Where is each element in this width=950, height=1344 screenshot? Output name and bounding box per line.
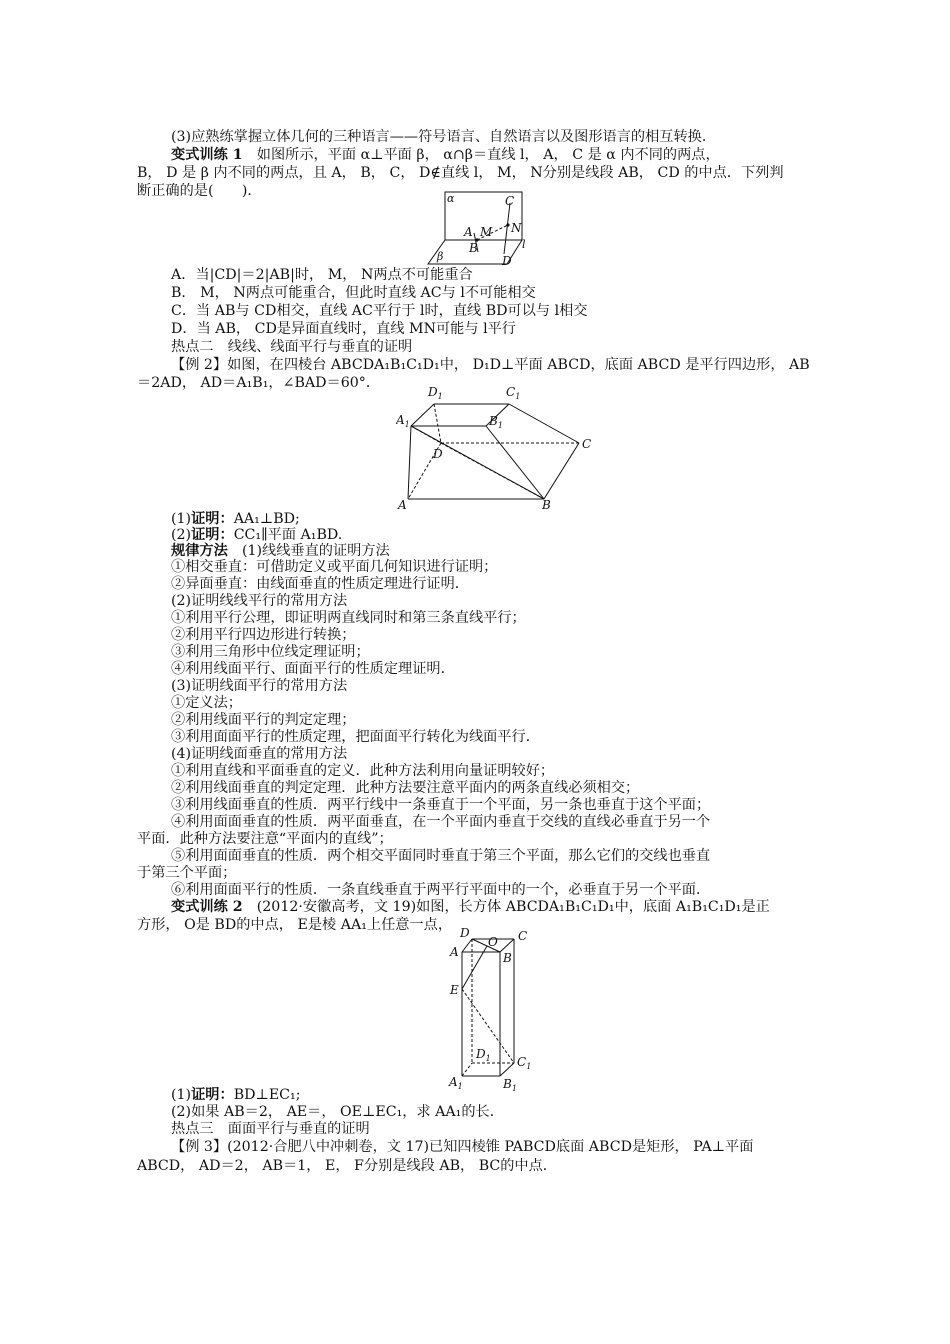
point-b1-label: $B_1$ bbox=[489, 414, 503, 430]
exercise-1-heading bbox=[171, 146, 861, 164]
text-line: ①相交垂直：可借助定义或平面几何知识进行证明； bbox=[171, 559, 498, 575]
point-o-label: O bbox=[488, 935, 498, 949]
point-a1-label: $A_1$ bbox=[396, 413, 410, 429]
text-line: ⑤利用面面垂直的性质．两个相交平面同时垂直于第三个平面，那么它们的交线也垂直 bbox=[171, 848, 711, 864]
text-line: ②利用线面平行的判定定理； bbox=[171, 712, 356, 728]
point-d1-label: $D_1$ bbox=[428, 385, 443, 401]
text-line: B， D 是 β 内不同的两点，且 A， B， C， D∉直线 l， M， N分别是线段 AB， CD 的中点．下列判 bbox=[137, 165, 784, 181]
point-b1-label: $B_1$ bbox=[503, 1077, 517, 1093]
figure-frustum bbox=[396, 378, 596, 513]
exercise-2-heading: 变式训练 2 (2012·安徽高考，文 19)如图，长方体 ABCDA₁B₁C₁D₁中，底面 A₁B₁C₁D₁是正 bbox=[171, 899, 770, 915]
point-b-label: B bbox=[503, 951, 512, 965]
text-line: ①利用直线和平面垂直的定义．此种方法利用向量证明较好； bbox=[171, 763, 555, 779]
point-m-label: M bbox=[480, 225, 493, 239]
beta-label: β bbox=[437, 250, 444, 263]
option-c: C．当 AB与 CD相交，直线 AC平行于 l时，直线 BD可以与 l相交 bbox=[171, 303, 588, 319]
option-b: B． M， N两点可能重合，但此时直线 AC与 l不可能相交 bbox=[171, 285, 536, 301]
figure-perpendicular-planes bbox=[420, 188, 540, 268]
text-line: (2)证明线线平行的常用方法 bbox=[171, 593, 348, 609]
text-line: (3)应熟练掌握立体几何的三种语言——符号语言、自然语言以及图形语言的相互转换． bbox=[171, 129, 717, 145]
point-a-label: A bbox=[464, 225, 473, 239]
text-line: ①定义法； bbox=[171, 695, 242, 711]
proof-1: (1)证明：AA₁⊥BD; bbox=[171, 511, 300, 527]
alpha-label: α bbox=[447, 192, 455, 205]
text-line: ＝2AD， AD＝A₁B₁，∠BAD＝60°． bbox=[137, 375, 381, 391]
text-line: 于第三个平面； bbox=[137, 865, 237, 881]
text-line: ③利用线面垂直的性质．两平行线中一条垂直于一个平面，另一条也垂直于这个平面； bbox=[171, 797, 711, 813]
proof-3: (1)证明：BD⊥EC₁; bbox=[171, 1087, 301, 1103]
text-line: ②利用线面垂直的判定定理．此种方法要注意平面内的两条直线必须相交； bbox=[171, 780, 640, 796]
section-heading-2: 热点二 线线、线面平行与垂直的证明 bbox=[171, 339, 413, 355]
point-c-label: C bbox=[505, 194, 515, 208]
l-label: l bbox=[522, 238, 526, 251]
point-a1-label: $A_1$ bbox=[449, 1075, 463, 1091]
option-a: A．当|CD|＝2|AB|时， M， N两点不可能重合 bbox=[171, 267, 473, 283]
point-d1-label: $D_1$ bbox=[476, 1047, 491, 1063]
point-d-label: D bbox=[502, 254, 512, 268]
text-line: ②利用平行四边形进行转换； bbox=[171, 627, 356, 643]
point-c-label: C bbox=[582, 437, 592, 451]
text-line: (4)证明线面垂直的常用方法 bbox=[171, 746, 348, 762]
point-n-label: N bbox=[511, 221, 522, 235]
point-b-label: B bbox=[469, 241, 478, 255]
text-line: 如图所示，平面 α⊥平面 β， α∩β＝直线 l， A， C 是 α 内不同的两点， bbox=[242, 147, 720, 163]
text-line: ④利用线面平行、面面平行的性质定理证明． bbox=[171, 661, 455, 677]
text-line: (3)证明线面平行的常用方法 bbox=[171, 678, 348, 694]
text-line: (2)如果 AB＝2， AE＝， OE⊥EC₁，求 AA₁的长． bbox=[171, 1104, 504, 1120]
method-heading: 规律方法 (1)线线垂直的证明方法 bbox=[171, 543, 390, 559]
text-line: ④利用面面垂直的性质．两平面垂直，在一个平面内垂直于交线的直线必垂直于另一个 bbox=[171, 814, 711, 830]
point-a-label: A bbox=[398, 498, 407, 512]
point-d-label: D bbox=[433, 447, 443, 461]
point-d-label: D bbox=[460, 926, 470, 940]
exercise-label: 变式训练 1 bbox=[171, 147, 243, 163]
option-d: D．当 AB， CD是异面直线时，直线 MN可能与 l平行 bbox=[171, 321, 516, 337]
text-line: ③利用三角形中位线定理证明； bbox=[171, 644, 370, 660]
text-line: 平面．此种方法要注意“平面内的直线”； bbox=[137, 831, 393, 847]
figure-cuboid bbox=[446, 926, 546, 1096]
point-a-label: A bbox=[450, 945, 459, 959]
point-c1-label: $C_1$ bbox=[517, 1055, 532, 1071]
example-2-text: 【例 2】如图，在四棱台 ABCDA₁B₁C₁D₁中， D₁D⊥平面 ABCD，底面 ABCD 是平行四边形， AB bbox=[171, 357, 810, 373]
text-line: ABCD， AD＝2， AB＝1， E， F分别是线段 AB， BC的中点． bbox=[137, 1158, 557, 1174]
example-3-text: 【例 3】(2012·合肥八中冲刺卷，文 17)已知四棱锥 PABCD底面 ABCD是矩形， PA⊥平面 bbox=[171, 1139, 754, 1155]
point-c1-label: $C_1$ bbox=[506, 385, 521, 401]
point-e-label: E bbox=[450, 983, 459, 997]
text-line: 方形， O是 BD的中点， E是棱 AA₁上任意一点， bbox=[137, 917, 453, 933]
proof-2: (2)证明：CC₁∥平面 A₁BD. bbox=[171, 527, 343, 543]
section-heading-3: 热点三 面面平行与垂直的证明 bbox=[171, 1121, 370, 1137]
point-b-label: B bbox=[542, 498, 551, 512]
point-c-label: C bbox=[518, 929, 528, 943]
text-line: ①利用平行公理，即证明两直线同时和第三条直线平行； bbox=[171, 610, 526, 626]
text-line: ③利用面面平行的性质定理，把面面平行转化为线面平行． bbox=[171, 729, 540, 745]
text-line: ②异面垂直：由线面垂直的性质定理进行证明． bbox=[171, 576, 469, 592]
text-line: ⑥利用面面平行的性质．一条直线垂直于两平行平面中的一个，必垂直于另一个平面． bbox=[171, 882, 711, 898]
text-line: 断正确的是( )． bbox=[137, 183, 262, 199]
